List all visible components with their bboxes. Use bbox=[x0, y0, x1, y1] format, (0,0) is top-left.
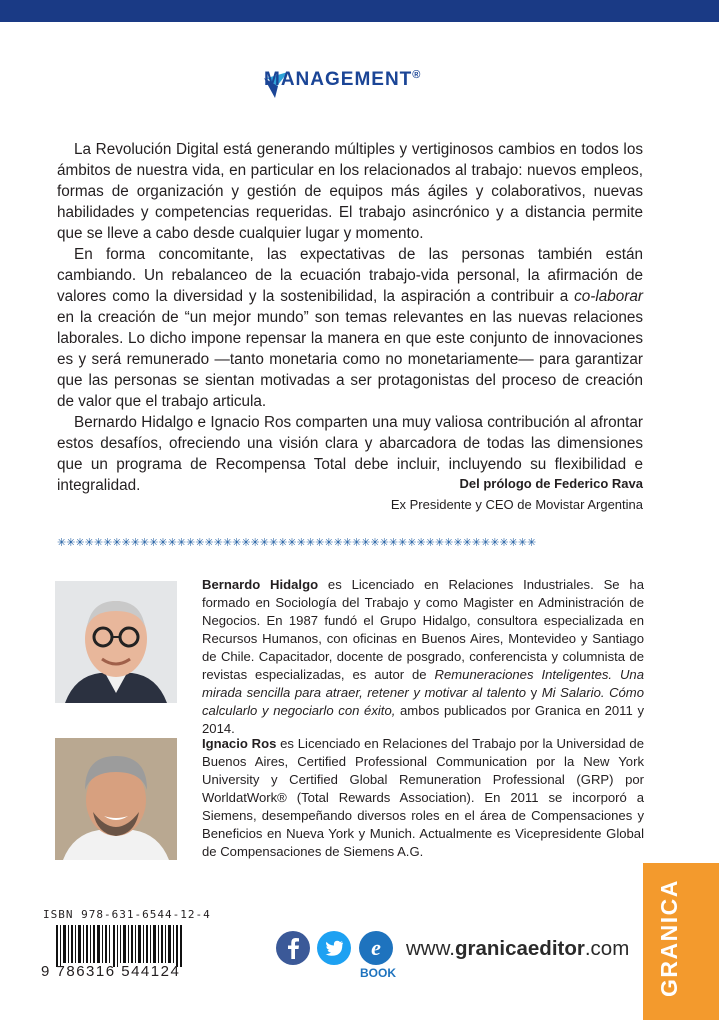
blurb-paragraph-1: La Revolución Digital está generando múltiples y vertiginosos cambios en todos los ámbitos de nuestra vida, en particular en los relacionados al trabajo: nuevos empleos, formas de organización y gestión de equipos más ágiles y colaborativos, nuevas habilidades y competencias requeridas. El trabajo asincrónico y a distancia permite que se lleve a cabo desde cualquier lugar y momento. bbox=[57, 141, 643, 242]
series-name: MANAGEMENT® bbox=[264, 69, 422, 90]
ebook-icon[interactable] bbox=[358, 930, 394, 966]
foreword-author: Del prólogo de Federico Rava bbox=[459, 476, 643, 491]
back-cover-blurb bbox=[57, 139, 643, 496]
decorative-divider: ✳✳✳✳✳✳✳✳✳✳✳✳✳✳✳✳✳✳✳✳✳✳✳✳✳✳✳✳✳✳✳✳✳✳✳✳✳✳✳✳✳✳✳✳✳✳✳✳✳✳✳✳ bbox=[57, 537, 537, 549]
author-photo-ignacio bbox=[55, 738, 177, 860]
top-color-bar bbox=[0, 0, 719, 22]
blurb-paragraph-3: Bernardo Hidalgo e Ignacio Ros comparten una muy valiosa contribución al afrontar estos desafíos, ofreciendo una visión clara y abarcadora de todas las dimensiones que un programa de Recompensa Total debe incluir, incluyendo su flexibilidad e integralidad. bbox=[57, 414, 643, 494]
foreword-attribution bbox=[391, 473, 643, 515]
facebook-icon[interactable] bbox=[275, 930, 311, 966]
ebook-label: BOOK bbox=[360, 966, 396, 980]
author-bio-bernardo: Bernardo Hidalgo es Licenciado en Relaciones Industriales. Se ha formado en Sociología del Trabajo y como Magister en Administración de Negocios. En 1987 fundó el Grupo Hidalgo, consultora especializada en Recursos Humanos, con oficinas en Buenos Aires, Montevideo y Santiago de Chile. Capacitador, docente de posgrado, conferencista y columnista de revistas especializadas, es autor de Remuneraciones Inteligentes. Una mirada sencilla para atraer, retener y motivar al talento y Mi Salario. Cómo calcularlo y negociarlo con éxito, ambos publicados por Granica en 2011 y 2014. bbox=[202, 577, 644, 736]
foreword-author-title: Ex Presidente y CEO de Movistar Argentina bbox=[390, 497, 643, 512]
isbn-digits: 9 786316 544124 bbox=[41, 963, 181, 980]
publisher-website[interactable]: www.granicaeditor.com bbox=[406, 937, 630, 960]
publisher-name: GRANICA bbox=[656, 879, 682, 997]
author-name: Bernardo Hidalgo bbox=[202, 577, 319, 592]
isbn-label: ISBN 978-631-6544-12-4 bbox=[43, 908, 211, 921]
author-photo-bernardo bbox=[55, 581, 177, 703]
blurb-paragraph-2: En forma concomitante, las expectativas de las personas también están cambiando. Un rebalanceo de la ecuación trabajo-vida personal, la afirmación de valores como la diversidad y la sostenibilidad, la aspiración a contribuir a co-laborar en la creación de “un mejor mundo” son temas relevantes en las nuevas relaciones laborales. Lo dicho impone repensar la manera en que este conjunto de innovaciones es y será remunerado —tanto monetaria como no monetariamente— para garantizar que las personas se sientan motivadas a ser protagonistas del proceso de creación de valor que el trabajo articula. bbox=[57, 246, 643, 410]
isbn-barcode bbox=[56, 925, 182, 967]
author-bio-ignacio: Ignacio Ros es Licenciado en Relaciones del Trabajo por la Universidad de Buenos Aires, Certified Professional Communication por la New York University y Certified Global Remuneration Professional (GRP) por WorldatWork® (Total Rewards Association). En 2011 se incorporó a Siemens, desempeñando diversos roles en el área de Compensaciones y Beneficios en Nueva York y Munich. Actualmente es Vicepresidente Global de Compensaciones de Siemens A.G. bbox=[202, 736, 644, 859]
svg-text:e: e bbox=[371, 935, 381, 960]
twitter-icon[interactable] bbox=[316, 930, 352, 966]
author-name: Ignacio Ros bbox=[202, 736, 277, 751]
